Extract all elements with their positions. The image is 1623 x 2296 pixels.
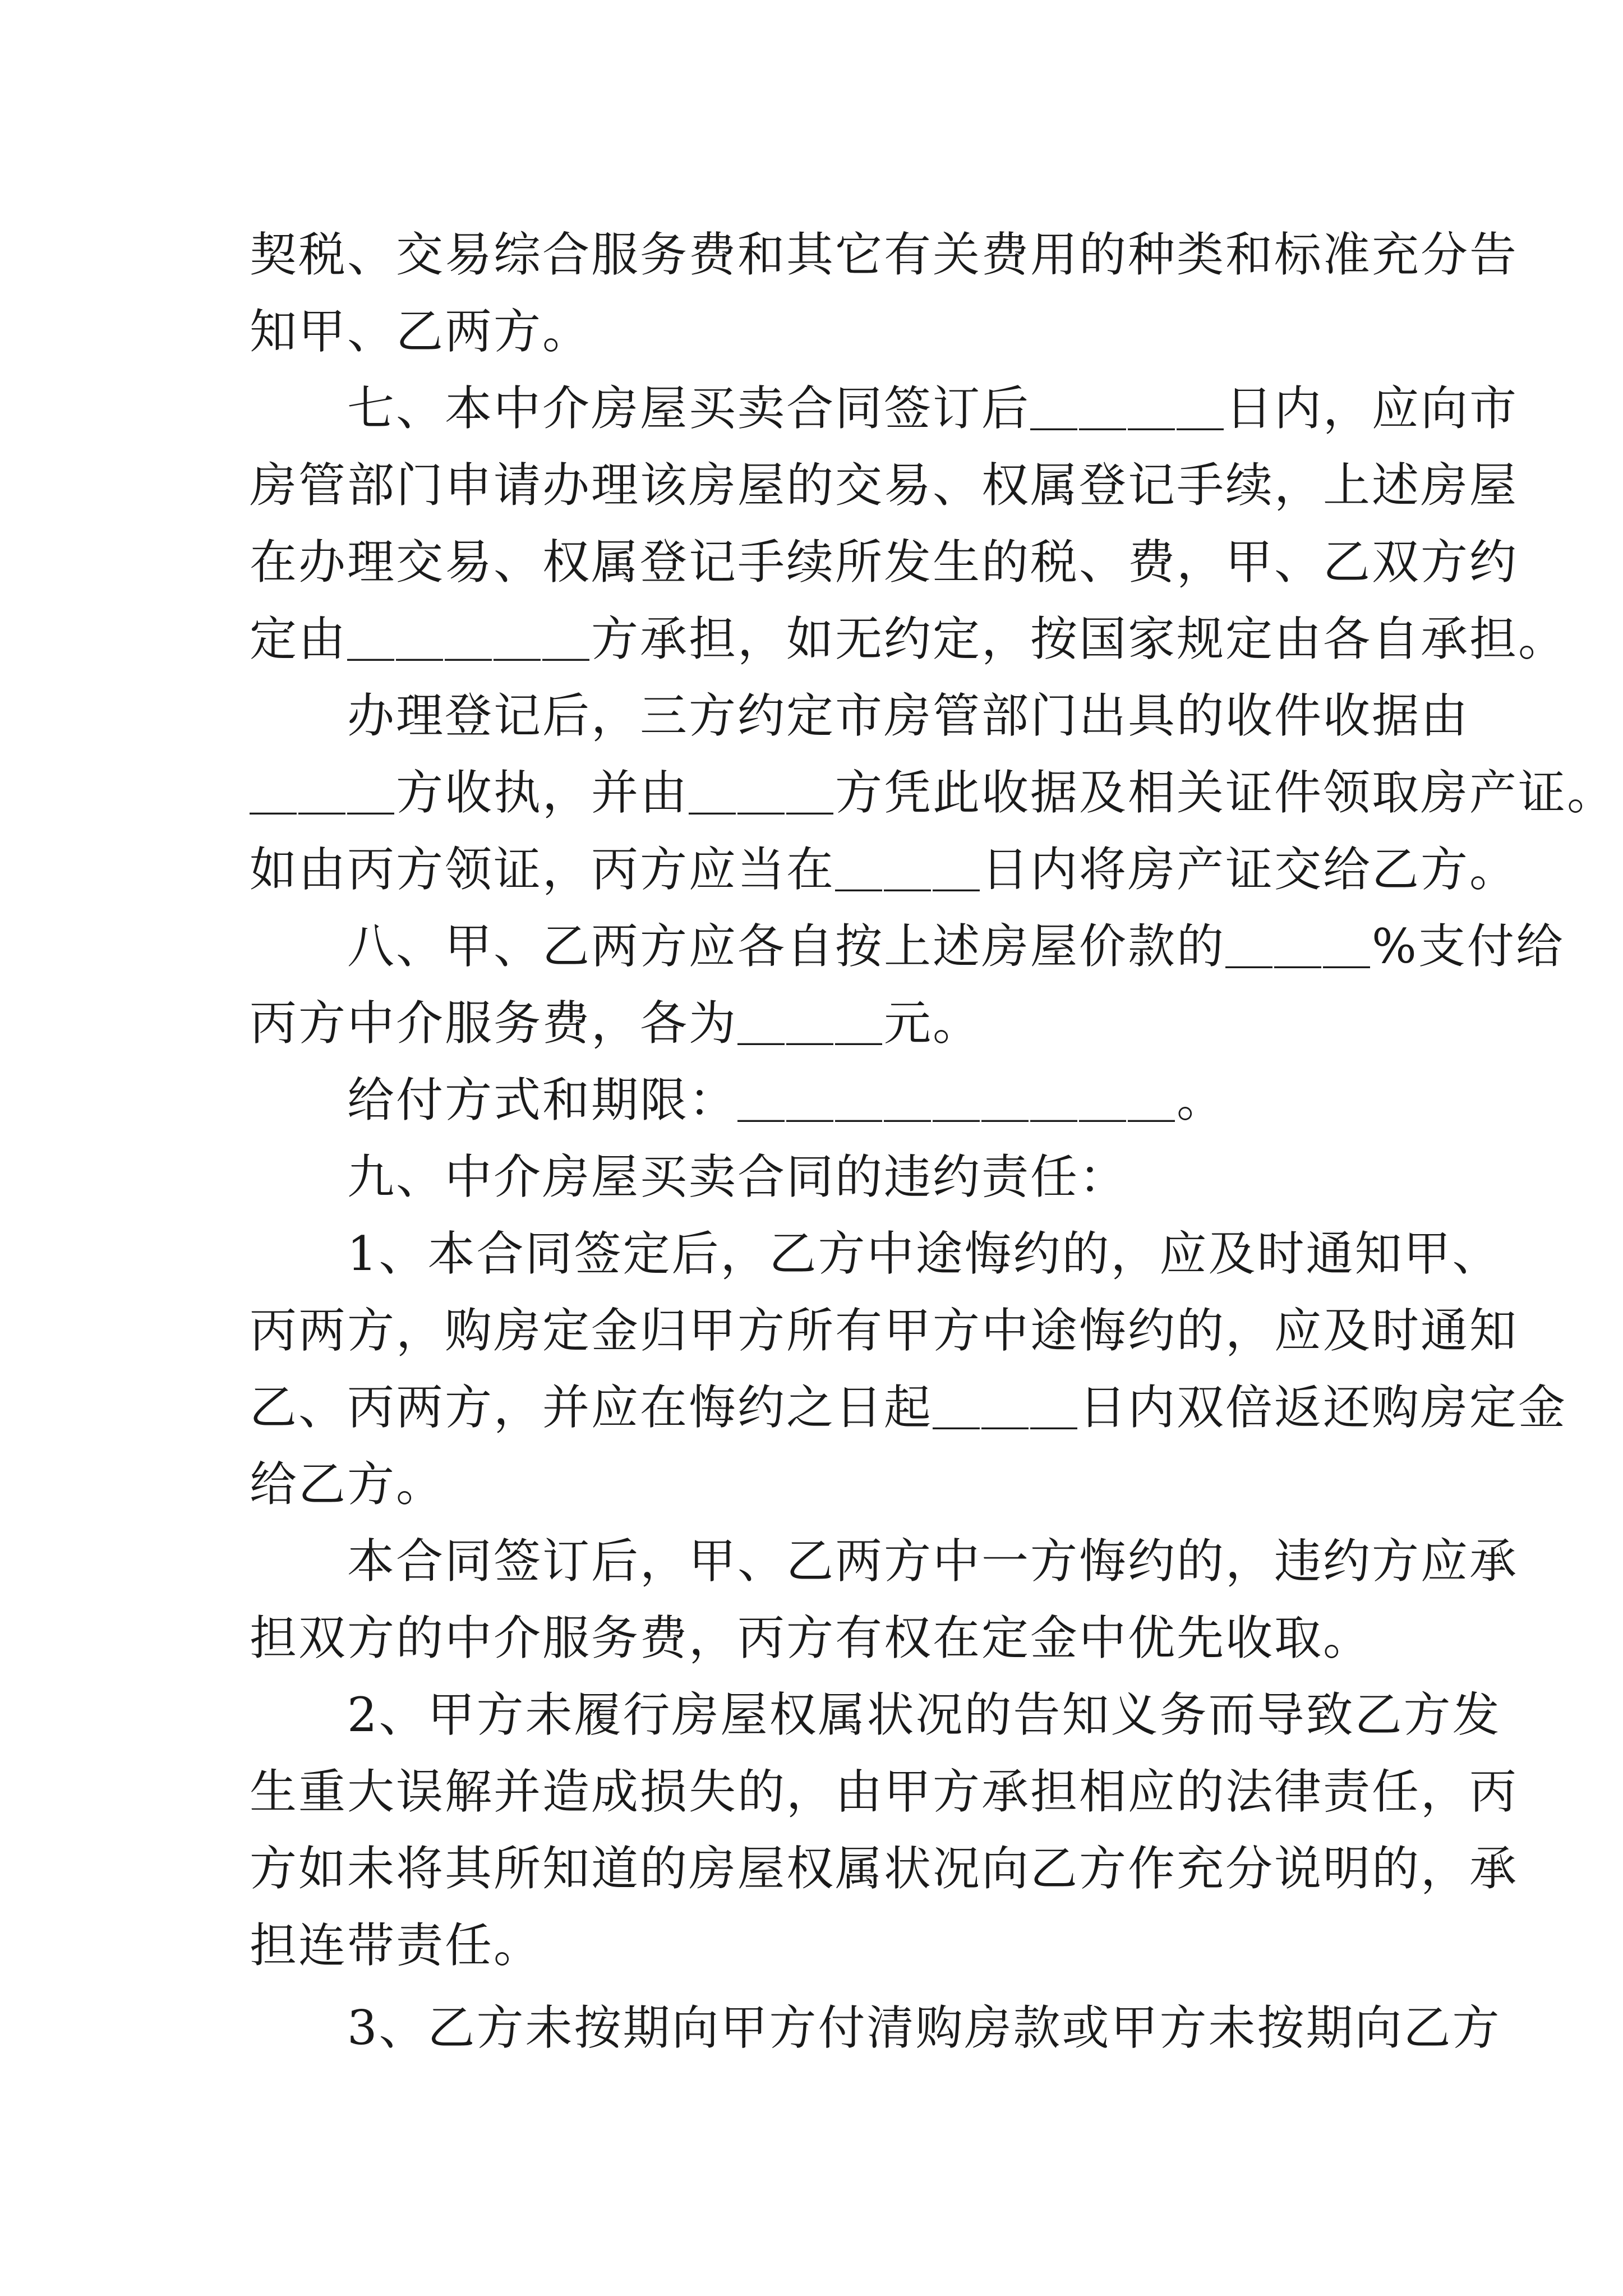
text-line: 如由丙方领证，丙方应当在＿＿＿日内将房产证交给乙方。 xyxy=(250,842,1519,897)
document-page xyxy=(250,217,1616,2067)
text-line: 八、甲、乙两方应各自按上述房屋价款的＿＿＿%支付给 xyxy=(250,919,1565,974)
text-line: 在办理交易、权属登记手续所发生的税、费，甲、乙双方约 xyxy=(250,535,1519,590)
text-line: 办理登记后，三方约定市房管部门出具的收件收据由 xyxy=(250,688,1470,743)
text-line: 乙、丙两方，并应在悔约之日起＿＿＿日内双倍返还购房定金 xyxy=(250,1380,1567,1435)
text-line: 定由＿＿＿＿＿方承担，如无约定，按国家规定由各自承担。 xyxy=(250,611,1567,666)
text-line: 3、乙方未按期向甲方付清购房款或甲方未按期向乙方 xyxy=(250,2000,1501,2055)
text-line: 给付方式和期限：＿＿＿＿＿＿＿＿＿。 xyxy=(250,1073,1226,1128)
text-line: 知甲、乙两方。 xyxy=(250,304,592,359)
text-line: 给乙方。 xyxy=(250,1457,445,1512)
text-line: 方如未将其所知道的房屋权属状况向乙方作充分说明的，承 xyxy=(250,1841,1519,1896)
text-line: 担连带责任。 xyxy=(250,1918,543,1973)
text-line: 本合同签订后，甲、乙两方中一方悔约的，违约方应承 xyxy=(250,1534,1519,1589)
text-line: 九、中介房屋买卖合同的违约责任： xyxy=(250,1149,1128,1204)
text-line: 担双方的中介服务费，丙方有权在定金中优先收取。 xyxy=(250,1611,1372,1665)
text-line: 契税、交易综合服务费和其它有关费用的种类和标准充分告 xyxy=(250,227,1519,282)
text-line: 生重大误解并造成损失的，由甲方承担相应的法律责任，丙 xyxy=(250,1764,1519,1819)
text-line: 丙方中介服务费，各为＿＿＿元。 xyxy=(250,996,982,1051)
text-line: 2、甲方未履行房屋权属状况的告知义务而导致乙方发 xyxy=(250,1687,1501,1742)
text-line: 房管部门申请办理该房屋的交易、权属登记手续，上述房屋 xyxy=(250,458,1519,513)
text-line: ＿＿＿方收执，并由＿＿＿方凭此收据及相关证件领取房产证。 xyxy=(250,765,1616,820)
text-line: 1、本合同签定后，乙方中途悔约的，应及时通知甲、 xyxy=(250,1226,1501,1281)
text-line: 丙两方，购房定金归甲方所有甲方中途悔约的，应及时通知 xyxy=(250,1303,1519,1358)
text-line: 七、本中介房屋买卖合同签订后＿＿＿＿日内，应向市 xyxy=(250,381,1519,436)
